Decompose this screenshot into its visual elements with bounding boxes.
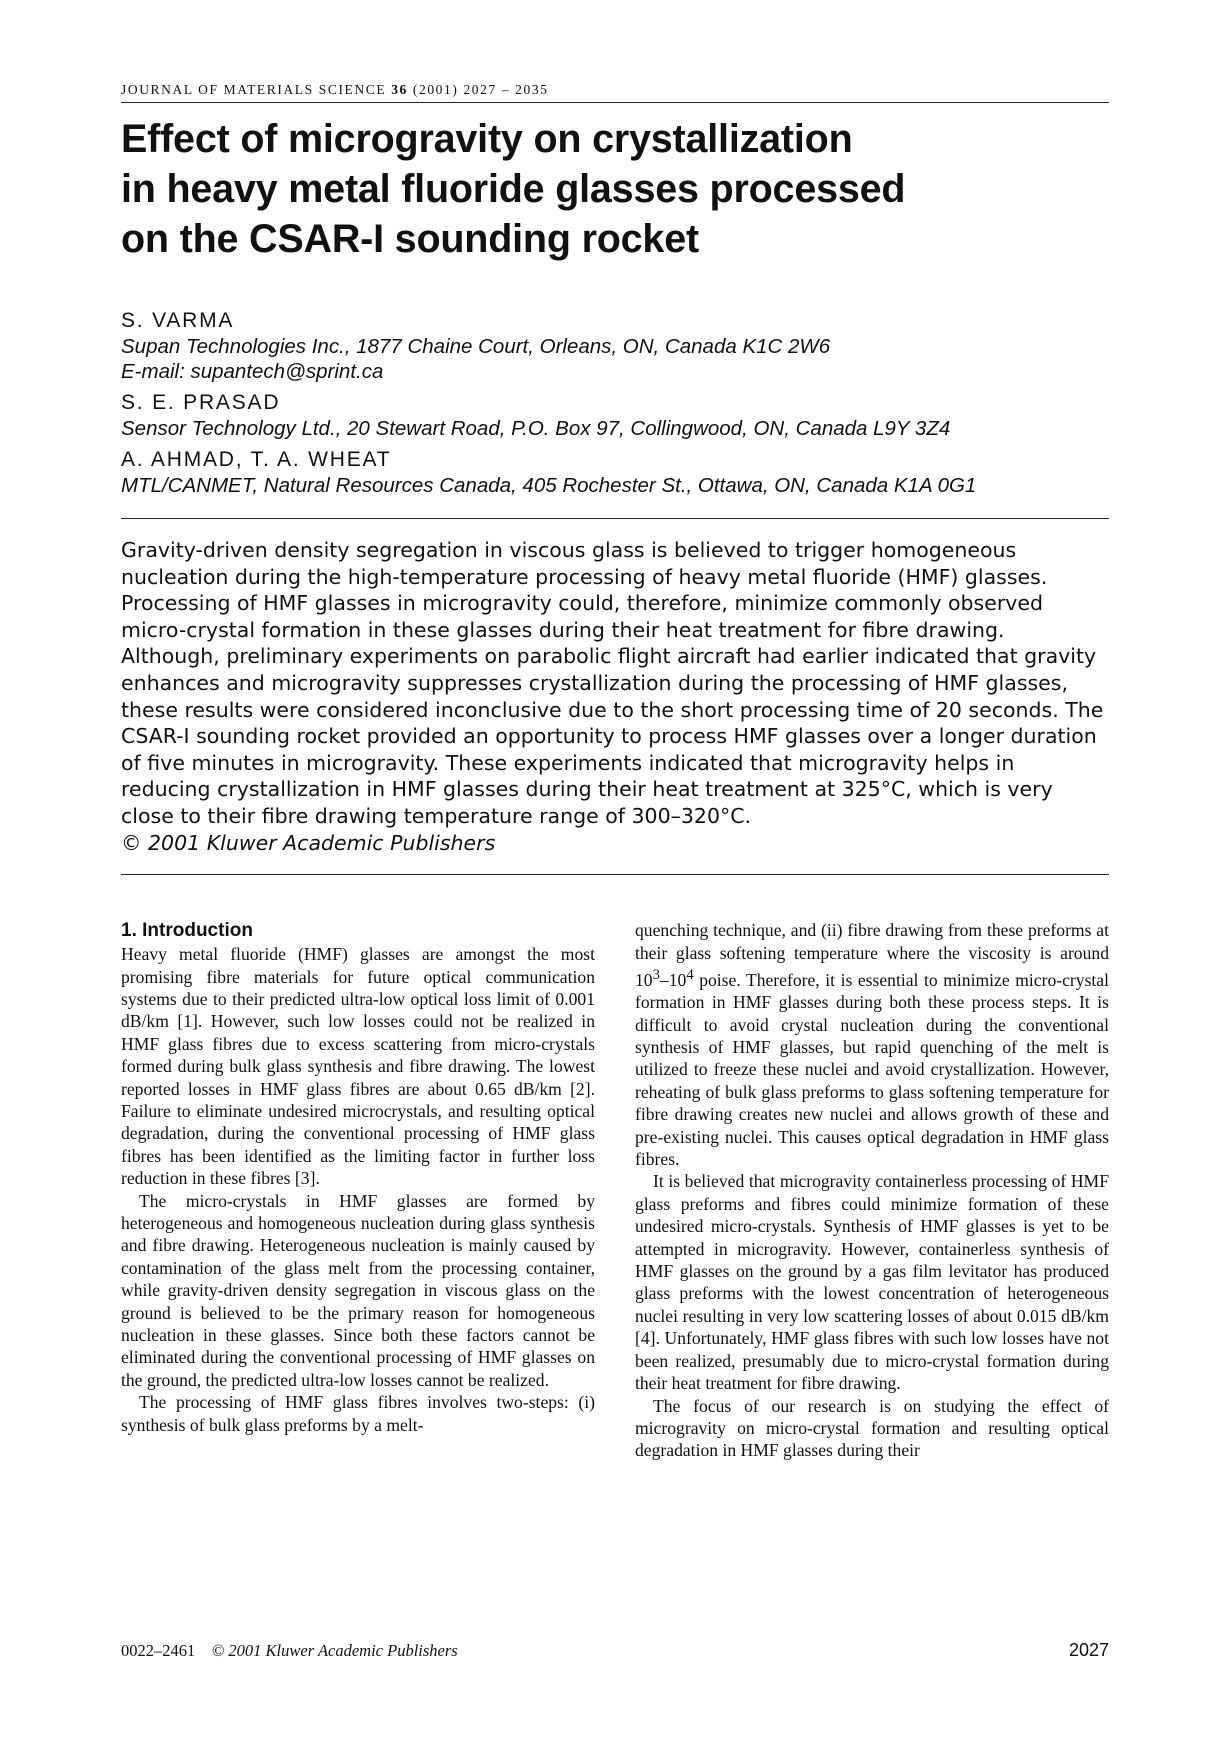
left-column bbox=[121, 919, 595, 1462]
author-name: S. VARMA bbox=[121, 309, 235, 332]
paper-title bbox=[121, 114, 1109, 264]
page-footer bbox=[121, 1640, 1109, 1661]
author-block bbox=[121, 390, 1109, 441]
superscript: 3 bbox=[652, 966, 660, 983]
paragraph: Heavy metal fluoride (HMF) glasses are amongst the most promising fibre materials for future optical communication systems due to their predicted ultra-low optical loss limit of 0.001 dB/km [1]. However, such low losses could not be realized in HMF glass fibres due to excess scattering from micro-crystals formed during bulk glass synthesis and fibre drawing. The lowest reported losses in HMF glass fibres are about 0.65 dB/km [2]. Failure to eliminate undesired microcrystals, and resulting optical degradation, during the conventional processing of HMF glass fibres has been identified as the limiting factor in further loss reduction in these fibres [3]. bbox=[121, 944, 595, 1189]
paragraph: The micro-crystals in HMF glasses are formed by heterogeneous and homogeneous nucleation during glass synthesis and fibre drawing. Heterogeneous nucleation is mainly caused by contamination of the glass melt from the processing container, while gravity-driven density segregation in viscous glass on the ground is believed to be the primary reason for homogeneous nucleation in these glasses. Since both these factors cannot be eliminated during the conventional processing of HMF glasses on the ground, the predicted ultra-low losses cannot be realized. bbox=[121, 1190, 595, 1390]
text-run: –10 bbox=[659, 969, 687, 990]
author-name: A. AHMAD, T. A. WHEAT bbox=[121, 448, 392, 471]
journal-header bbox=[121, 82, 1109, 103]
body-columns bbox=[121, 919, 1109, 1462]
journal-volume: 36 bbox=[391, 82, 408, 97]
abstract-text: Gravity-driven density segregation in viscous glass is believed to trigger homogeneous nucleation during the high-temperature processing of heavy metal fluoride (HMF) glasses. Processing of HMF glasses in microgravity could, therefore, minimize commonly observed micro-crystal formation in these glasses during their heat treatment for fibre drawing. Although, preliminary experiments on parabolic flight aircraft had earlier indicated that gravity enhances and microgravity suppresses crystallization during the processing of HMF glasses, these results were considered inconclusive due to the short processing time of 20 seconds. The CSAR-I sounding rocket provided an opportunity to process HMF glasses over a longer duration of five minutes in microgravity. These experiments indicated that microgravity helps in reducing crystallization in HMF glasses during their heat treatment at 325°C, which is very close to their fibre drawing temperature range of 300–320°C. bbox=[121, 538, 1104, 828]
journal-year-pages: (2001) 2027 – 2035 bbox=[412, 82, 549, 97]
right-column bbox=[635, 919, 1109, 1462]
author-affiliation: Supan Technologies Inc., 1877 Chaine Court, Orleans, ON, Canada K1C 2W6 bbox=[121, 335, 831, 358]
footer-issn: 0022–2461 bbox=[121, 1641, 196, 1660]
abstract-copyright: © 2001 Kluwer Academic Publishers bbox=[121, 830, 496, 855]
abstract-bottom-rule bbox=[121, 874, 1109, 875]
journal-name: JOURNAL OF MATERIALS SCIENCE bbox=[121, 82, 387, 97]
author-list bbox=[121, 308, 1109, 498]
author-affiliation: Sensor Technology Ltd., 20 Stewart Road, P.O. Box 97, Collingwood, ON, Canada L9Y 3Z4 bbox=[121, 417, 951, 440]
paragraph bbox=[635, 919, 1109, 1170]
title-line-3: on the CSAR-I sounding rocket bbox=[121, 217, 699, 261]
author-email: E-mail: supantech@sprint.ca bbox=[121, 360, 384, 383]
author-name: S. E. PRASAD bbox=[121, 391, 281, 414]
title-line-1: Effect of microgravity on crystallization bbox=[121, 117, 853, 161]
paragraph: It is believed that microgravity containerless processing of HMF glass preforms and fibres could minimize formation of these undesired micro-crystals. Synthesis of HMF glasses is yet to be attempted in microgravity. However, containerless synthesis of HMF glasses on the ground by a gas film levitator has produced glass preforms with the lowest concentration of heterogeneous nuclei resulting in very low scattering losses of about 0.015 dB/km [4]. Unfortunately, HMF glass fibres with such low losses have not been realized, presumably due to micro-crystal formation during their heat treatment for fibre drawing. bbox=[635, 1171, 1109, 1394]
title-line-2: in heavy metal fluoride glasses processed bbox=[121, 167, 906, 211]
paper-page bbox=[121, 82, 1109, 1462]
superscript: 4 bbox=[686, 966, 694, 983]
footer-left bbox=[121, 1641, 458, 1661]
text-run: quenching technique, and (ii) fibre drawing from these preforms at their glass softening temperature where the viscosity is around 10 bbox=[635, 920, 1109, 990]
footer-publisher: © 2001 Kluwer Academic Publishers bbox=[211, 1641, 458, 1660]
page-number: 2027 bbox=[1068, 1640, 1109, 1660]
text-run: poise. Therefore, it is essential to minimize micro-crystal formation in HMF glasses during both these process steps. It is difficult to avoid crystal nucleation during the conventional synthesis of HMF glasses, but rapid quenching of the melt is utilized to freeze these nuclei and avoid crystallization. However, reheating of bulk glass preforms to glass softening temperature for fibre drawing creates new nuclei and allows growth of these and pre-existing nuclei. This causes optical degradation in HMF glass fibres. bbox=[635, 969, 1109, 1170]
author-block bbox=[121, 447, 1109, 498]
section-heading: 1. Introduction bbox=[121, 920, 253, 942]
author-block bbox=[121, 308, 1109, 384]
paragraph: The processing of HMF glass fibres involves two-steps: (i) synthesis of bulk glass preforms by a melt- bbox=[121, 1392, 595, 1435]
paragraph: The focus of our research is on studying the effect of microgravity on micro-crystal formation and resulting optical degradation in HMF glasses during their bbox=[635, 1395, 1109, 1461]
author-affiliation: MTL/CANMET, Natural Resources Canada, 405 Rochester St., Ottawa, ON, Canada K1A 0G1 bbox=[121, 474, 977, 497]
abstract bbox=[121, 519, 1109, 874]
